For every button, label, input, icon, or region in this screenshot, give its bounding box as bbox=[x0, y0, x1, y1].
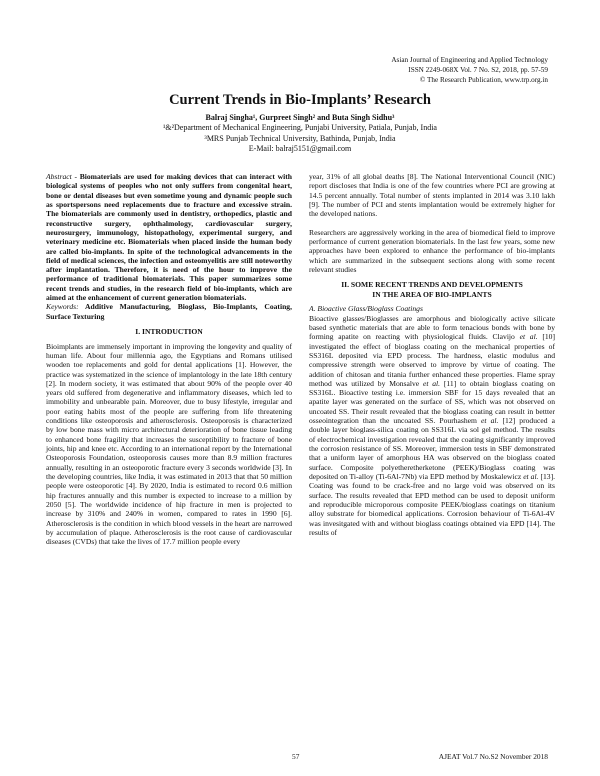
keywords-text: Additive Manufacturing, Bioglass, Bio-Implants, Coating, Surface Texturing bbox=[46, 302, 292, 321]
et-al: et al. bbox=[519, 332, 538, 342]
section-heading-line-2: IN THE AREA OF BIO-IMPLANTS bbox=[372, 289, 492, 299]
right-column bbox=[309, 172, 555, 537]
abstract-text: Biomaterials are used for making devices that can interact with biological systems of peoples who not only suffers from congenital heart, bone or dental diseases but even sometime young and dynamic people such as sportspersons need replacements due to fracture and excessive strain. The biomaterials are commonly used in dentistry, orthopedics, plastic and reconstructive surgery, ophthalmology, cardiovascular surgery, neurosurgery, immunology, histopathology, experimental surgery, and veterinary medicine etc. Biomaterials when placed inside the human body are called bio-implants. In spite of the technological advancements in the field of medical sciences, the infection and osteomyelitis are still noteworthy after implantation. Therefore, it is need of the hour to improve the performance of traditional biomaterials. This paper summarizes some recent trends and studies, in the research field of bio-implants, which are aimed at the enhancement of current generation biomaterials. bbox=[46, 172, 292, 303]
introduction-paragraph: Bioimplants are immensely important in improving the longevity and quality of human life. About four millennia ago, the Egyptians and Romans utilised wooden toe replacements and gold for dental applications [1]. However, the practice was systematized in the science of implantology in the late 18th century [2]. In modern society, it was estimated that about 90% of the people over 40 years old suffered from degenerative and inflammatory diseases, which led to immobility and unbearable pain. Moreover, due to busy lifestyle, irregular and poor eating habits most of the people are suffering from life threatening conditions like osteoporosis and atherosclerosis. Osteoporosis is characterized by low bone mass with micro architectural deterioration of bone tissue leading to enhanced bone fragility that increases the susceptibility to fracture of bone joints, hip and knee etc. According to an international report by the International Osteoporosis Foundation, osteoporosis causes more than 8.9 million fractures annually, resulting in an osteoporotic fracture every 3 seconds worldwide [3]. In the developing countries, like India, it was estimated in 2013 that that 50 million people were osteoporotic [4]. By 2020, India is estimated to record 0.6 million hip fractures annually and this number is expected to increase to a million by 2050 [5]. The worldwide incidence of hip fracture in men is projected to increase by 310% and 240% in women, compared to rates in 1990 [6]. Atherosclerosis is the condition in which blood vessels in the heart are narrowed by accumulation of plaque. Atherosclerosis is the root cause of cardiovascular diseases (CVDs) that take the lives of 17.7 million people every bbox=[46, 341, 292, 547]
et-al: et al. bbox=[422, 378, 441, 388]
text-run: [10] investigated the effect of bioglass coating on the mechanical properties of SS316L deposited via EPD process. The hardness, elastic modulus and compressive strength were observed to improve by virtue of coating. The addition of chitosan and titania further enhanced these properties. Flame spray method was utilized by Monsalve bbox=[309, 332, 555, 388]
keywords-label: Keywords: bbox=[46, 302, 79, 312]
author-block bbox=[0, 113, 600, 155]
bioglass-paragraph bbox=[309, 314, 555, 538]
publisher-line: © The Research Publication, www.trp.org.in bbox=[419, 76, 548, 84]
abstract-label: Abstract - bbox=[46, 172, 77, 181]
affiliation-2: ³MRS Punjab Technical University, Bathinda, Punjab, India bbox=[204, 133, 396, 143]
paper-title: Current Trends in Bio-Implants’ Research bbox=[169, 92, 431, 108]
footer-journal-issue: AJEAT Vol.7 No.S2 November 2018 bbox=[438, 752, 548, 761]
subsection-heading: A. Bioactive Glass/Bioglass Coatings bbox=[309, 304, 423, 314]
journal-name: Asian Journal of Engineering and Applied Technology bbox=[391, 56, 548, 64]
text-run: [11] to obtain bioglass coating on SS316L. Bioactive testing i.e. immersion SBF for 15 days revealed that an apatite layer was generated on the surface of SS, which was not observed on uncoated SS. Their result revealed that the bioglass coating can result in bettter osseointegration than the uncoated SS. Pourhashem bbox=[309, 378, 556, 426]
author-email: E-Mail: balraj5151@gmail.com bbox=[248, 144, 352, 154]
journal-header bbox=[228, 55, 548, 85]
keywords bbox=[46, 302, 292, 321]
abstract bbox=[46, 172, 292, 302]
issn-line: ISSN 2249-068X Vol. 7 No. S2, 2018, pp. 57-59 bbox=[408, 66, 548, 74]
author-names: Balraj Singha¹, Gurpreet Singh² and Buta Singh Sidhu³ bbox=[205, 113, 395, 122]
text-run: Bioactive glasses/Bioglasses are amorphous and biologically active silicate based synthetic materials that are able to form tenacious bonds with bone by forming apatite on reacting with physiological fluids. Clavijo bbox=[309, 313, 555, 342]
text-run: [13]. Coating was found to be crack-free and no large void was observed on its surface. The results revealed that EPD method can be used to deposit uniform and reproducible microporous composite PEEK/bioglass coatings on titanium alloy substrate for biomedical applications. Corrosion behaviour of Ti-6Al-4V was invesitgated with and without bioglass coatings obtained via EPD [14]. The results of bbox=[309, 471, 556, 537]
section-heading-introduction: I. INTRODUCTION bbox=[135, 327, 203, 336]
et-al: et al. bbox=[523, 471, 539, 481]
section-heading-trends bbox=[309, 280, 555, 299]
left-column bbox=[46, 172, 292, 546]
affiliation-1: ¹&²Department of Mechanical Engineering, Punjabi University, Patiala, Punjab, India bbox=[163, 123, 437, 133]
body-paragraph-2: Researchers are aggressively working in the area of biomedical field to improve performance of current generation biomaterials. In the last few years, some new approaches have been explored to enhance the performance of bio-implants which are summarized in the subsequent sections along with some recent relevant studies bbox=[309, 227, 555, 274]
body-paragraph-1: year, 31% of all global deaths [8]. The National Interventional Council (NIC) report discloses that India is one of the few countries where PCI are growing at 14.5 percent annually. Total number of stents implanted in 2014 was 3.10 lakh [9]. The number of PCI and stents implantation would be extremely higher for the developed nations. bbox=[309, 172, 555, 219]
text-run: [12] produced a double layer bioglass-silica coating on SS316L via sol gel method. The results of electrochemical investigation revealed that the coating significantly improved the corrosion resistance of SS. Moreover, immersion tests in SBF demonstrated that a uniform layer of amorphous HA was observed on the bioglass coated surface. Composite polyetheretherketone (PEEK)/Bioglass coating was deposited on Ti-alloy (Ti-6Al-7Nb) via EPD method by Moskalewicz bbox=[309, 416, 555, 481]
section-heading-line-1: II. SOME RECENT TRENDS AND DEVELOPMENTS bbox=[341, 280, 523, 290]
et-al: et al. bbox=[481, 416, 499, 426]
page-number: 57 bbox=[292, 752, 300, 761]
